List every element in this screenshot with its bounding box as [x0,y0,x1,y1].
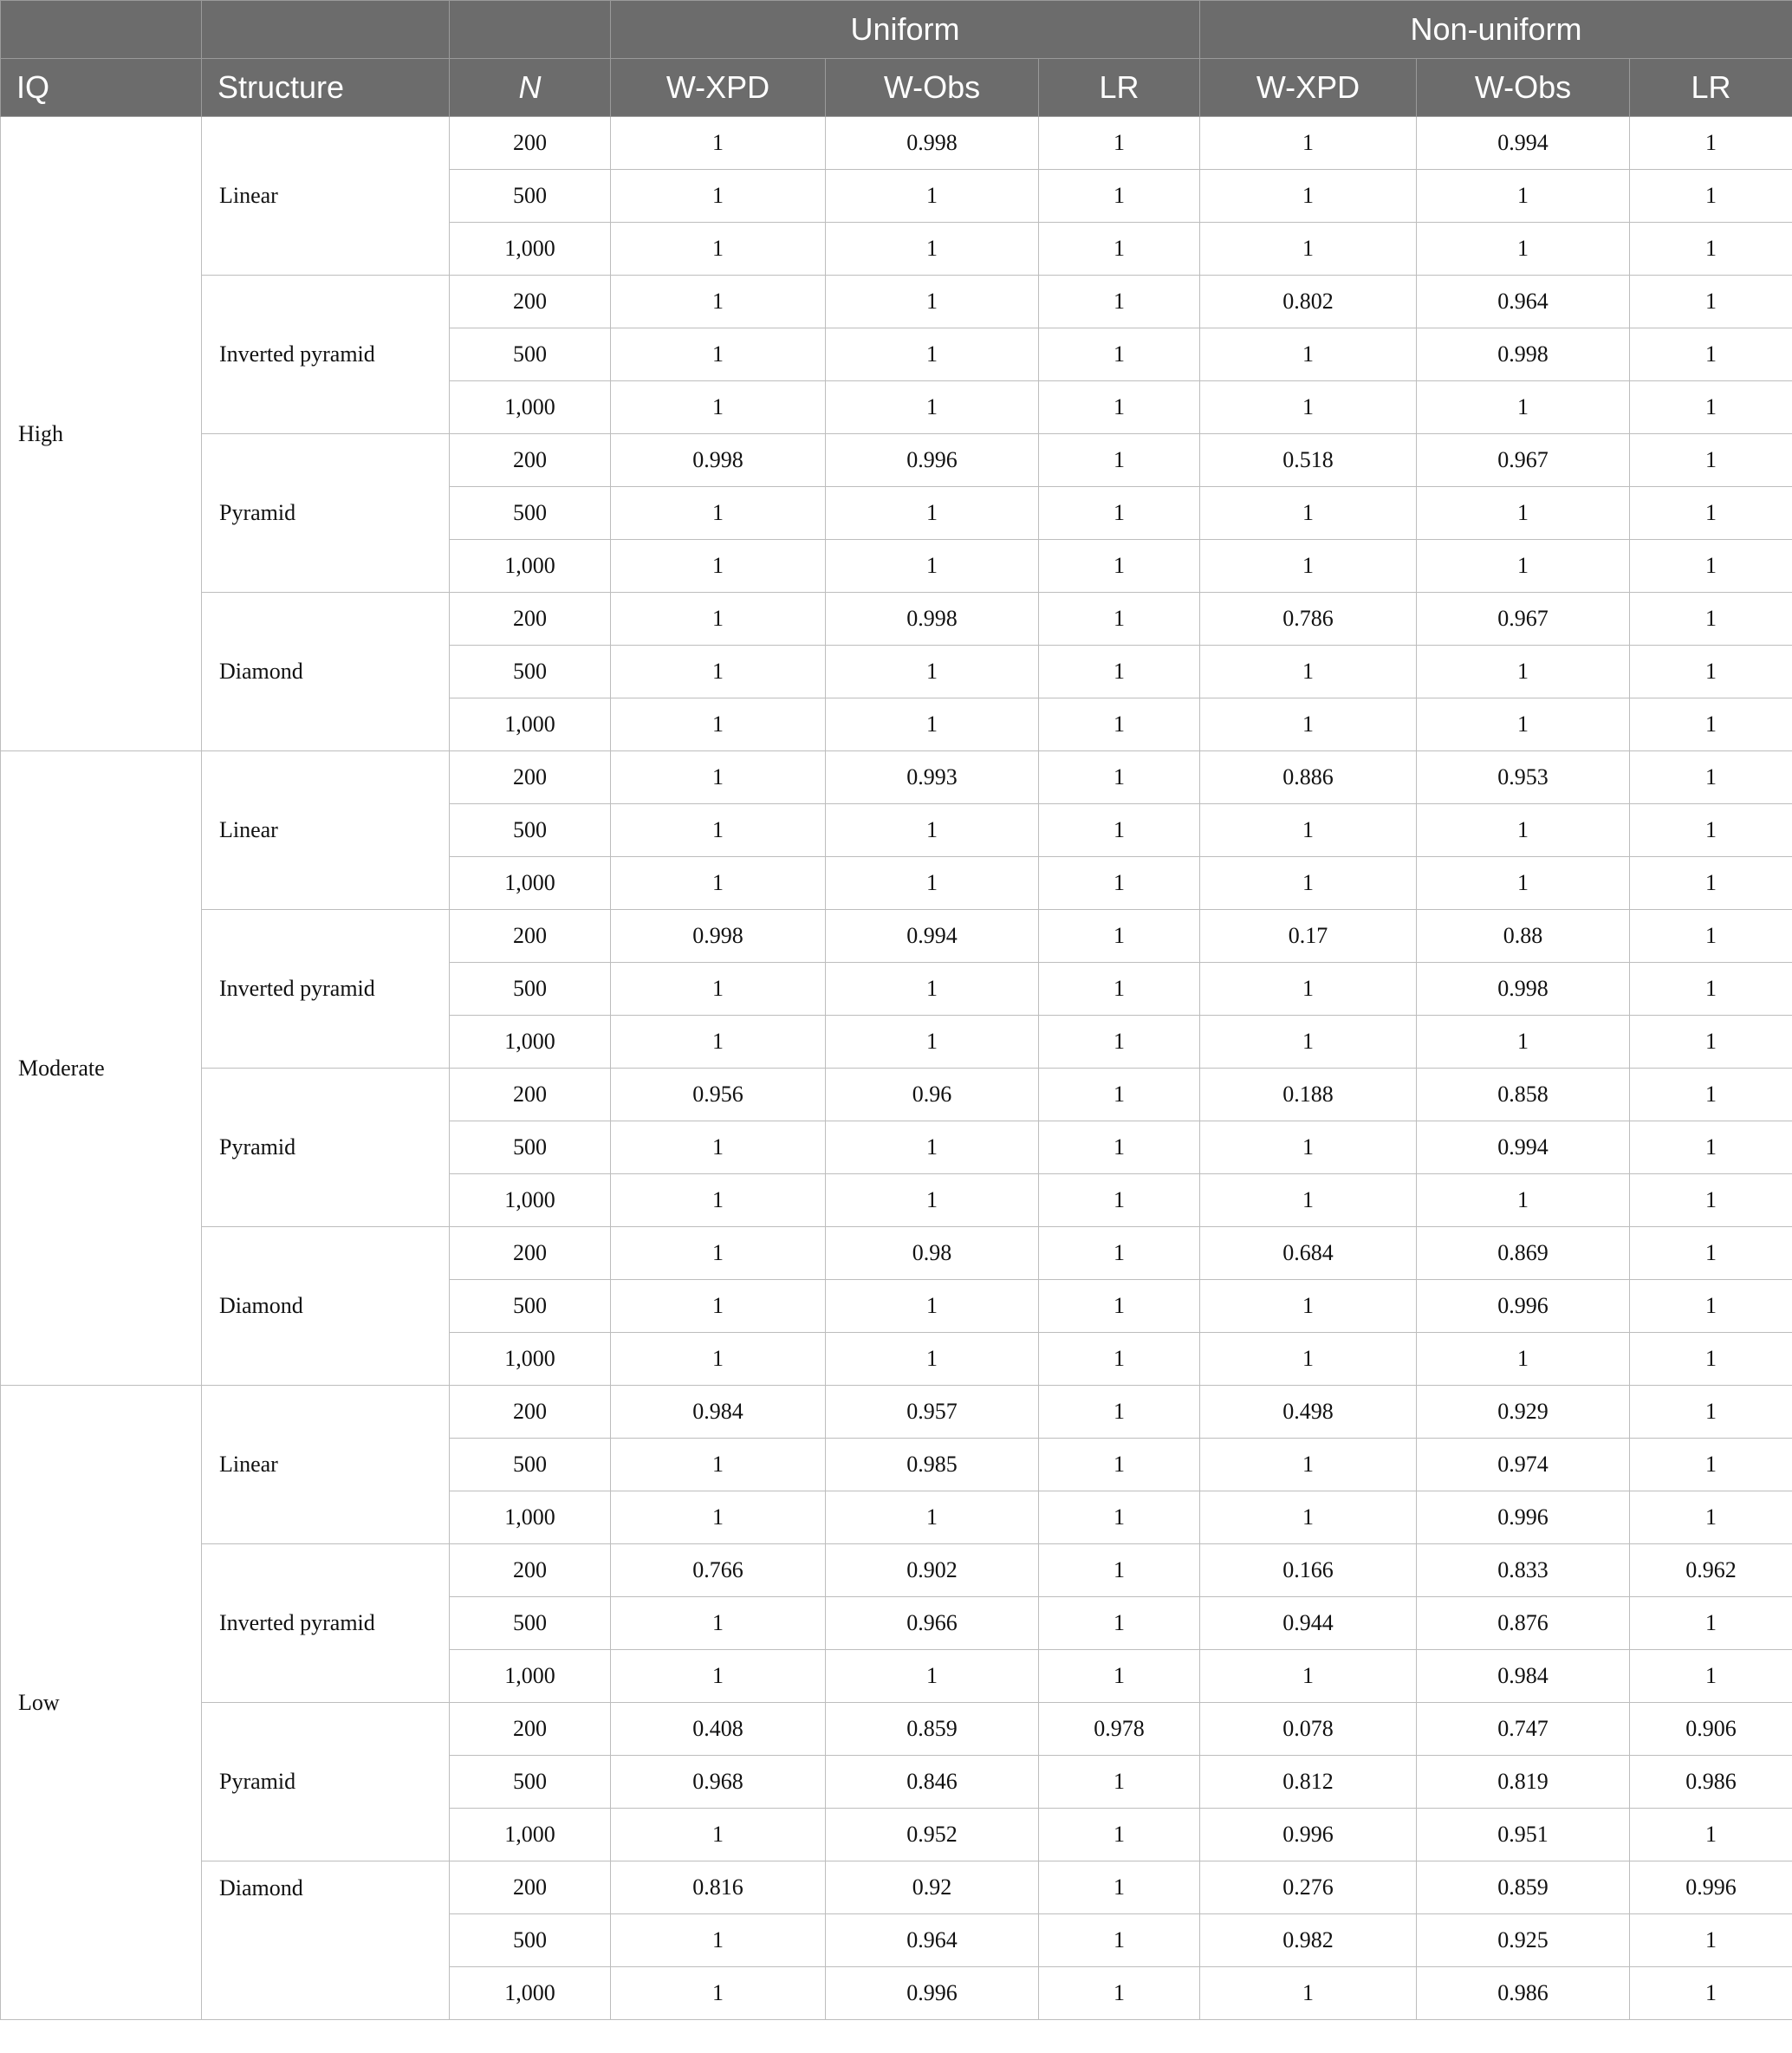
cell-uniform-lr: 1 [1039,1333,1200,1386]
cell-nonuniform-wxpd: 1 [1200,698,1417,751]
cell-nonuniform-wxpd: 1 [1200,117,1417,170]
cell-n: 1,000 [450,1650,611,1703]
cell-nonuniform-lr: 1 [1630,1650,1792,1703]
cell-nonuniform-wobs: 0.869 [1417,1227,1630,1280]
cell-uniform-wobs: 1 [826,170,1039,223]
cell-nonuniform-lr: 0.906 [1630,1703,1792,1756]
cell-uniform-lr: 1 [1039,1650,1200,1703]
cell-uniform-lr: 1 [1039,963,1200,1016]
cell-nonuniform-wobs: 1 [1417,1333,1630,1386]
cell-uniform-lr: 1 [1039,540,1200,593]
cell-nonuniform-wxpd: 1 [1200,1491,1417,1544]
cell-uniform-wobs: 1 [826,804,1039,857]
cell-uniform-wxpd: 1 [611,1333,826,1386]
cell-uniform-wobs: 0.993 [826,751,1039,804]
cell-uniform-lr: 1 [1039,223,1200,276]
table-row [1,1544,1792,1597]
cell-uniform-wxpd: 1 [611,1439,826,1491]
cell-nonuniform-lr: 1 [1630,1333,1792,1386]
cell-nonuniform-lr: 1 [1630,1386,1792,1439]
cell-structure: Inverted pyramid [202,910,450,1069]
cell-nonuniform-lr: 0.996 [1630,1861,1792,1914]
cell-nonuniform-lr: 0.962 [1630,1544,1792,1597]
cell-uniform-wxpd: 1 [611,1121,826,1174]
cell-nonuniform-wobs: 0.925 [1417,1914,1630,1967]
cell-nonuniform-wobs: 0.876 [1417,1597,1630,1650]
header-uniform-wxpd: W-XPD [611,59,826,117]
cell-nonuniform-wxpd: 1 [1200,1967,1417,2020]
cell-nonuniform-wxpd: 1 [1200,1333,1417,1386]
cell-n: 1,000 [450,1174,611,1227]
cell-structure: Inverted pyramid [202,276,450,434]
cell-uniform-wxpd: 1 [611,1016,826,1069]
cell-uniform-lr: 1 [1039,910,1200,963]
cell-nonuniform-lr: 1 [1630,328,1792,381]
cell-uniform-lr: 1 [1039,1069,1200,1121]
cell-nonuniform-wxpd: 1 [1200,540,1417,593]
cell-nonuniform-wobs: 0.929 [1417,1386,1630,1439]
cell-nonuniform-lr: 1 [1630,1914,1792,1967]
cell-uniform-wobs: 1 [826,646,1039,698]
table-row [1,1227,1792,1280]
cell-nonuniform-lr: 1 [1630,117,1792,170]
cell-nonuniform-lr: 1 [1630,170,1792,223]
cell-uniform-lr: 1 [1039,1227,1200,1280]
cell-nonuniform-wxpd: 1 [1200,1280,1417,1333]
header-uniform-wobs: W-Obs [826,59,1039,117]
cell-structure: Pyramid [202,1703,450,1861]
header-blank-n [450,1,611,59]
cell-n: 200 [450,117,611,170]
cell-n: 1,000 [450,698,611,751]
cell-uniform-wxpd: 1 [611,1597,826,1650]
cell-nonuniform-lr: 1 [1630,434,1792,487]
cell-nonuniform-wobs: 1 [1417,170,1630,223]
cell-nonuniform-wxpd: 1 [1200,1016,1417,1069]
cell-n: 1,000 [450,223,611,276]
cell-uniform-wobs: 0.952 [826,1809,1039,1861]
cell-structure: Pyramid [202,1069,450,1227]
cell-uniform-wxpd: 1 [611,540,826,593]
cell-uniform-wxpd: 0.766 [611,1544,826,1597]
cell-uniform-wxpd: 1 [611,381,826,434]
cell-nonuniform-wobs: 1 [1417,857,1630,910]
cell-nonuniform-wxpd: 0.812 [1200,1756,1417,1809]
cell-uniform-lr: 1 [1039,1914,1200,1967]
cell-n: 1,000 [450,1333,611,1386]
cell-n: 200 [450,276,611,328]
cell-nonuniform-wxpd: 1 [1200,963,1417,1016]
table-row [1,1861,1792,1914]
header-column-row [1,59,1792,117]
cell-nonuniform-wxpd: 0.188 [1200,1069,1417,1121]
cell-uniform-wxpd: 0.956 [611,1069,826,1121]
cell-uniform-wobs: 1 [826,857,1039,910]
cell-uniform-lr: 1 [1039,117,1200,170]
cell-nonuniform-wxpd: 1 [1200,487,1417,540]
cell-n: 500 [450,1280,611,1333]
cell-uniform-lr: 1 [1039,593,1200,646]
cell-nonuniform-wxpd: 1 [1200,804,1417,857]
cell-nonuniform-wxpd: 1 [1200,1650,1417,1703]
cell-nonuniform-lr: 1 [1630,646,1792,698]
table-header [1,1,1792,117]
cell-nonuniform-lr: 1 [1630,1967,1792,2020]
cell-structure: Inverted pyramid [202,1544,450,1703]
cell-nonuniform-lr: 1 [1630,540,1792,593]
cell-n: 200 [450,910,611,963]
cell-n: 500 [450,963,611,1016]
table-row [1,434,1792,487]
cell-nonuniform-wxpd: 1 [1200,1174,1417,1227]
cell-uniform-lr: 1 [1039,381,1200,434]
cell-nonuniform-wobs: 0.998 [1417,963,1630,1016]
cell-uniform-wxpd: 1 [611,698,826,751]
cell-uniform-lr: 1 [1039,857,1200,910]
cell-uniform-wxpd: 1 [611,1914,826,1967]
cell-nonuniform-wobs: 1 [1417,804,1630,857]
cell-n: 200 [450,1544,611,1597]
cell-uniform-wxpd: 1 [611,804,826,857]
cell-nonuniform-wobs: 0.967 [1417,593,1630,646]
cell-uniform-wobs: 1 [826,487,1039,540]
cell-uniform-wxpd: 1 [611,276,826,328]
cell-nonuniform-wobs: 1 [1417,487,1630,540]
cell-nonuniform-lr: 1 [1630,698,1792,751]
cell-uniform-wobs: 0.994 [826,910,1039,963]
cell-n: 200 [450,593,611,646]
table-row [1,1069,1792,1121]
cell-uniform-lr: 1 [1039,751,1200,804]
cell-nonuniform-wxpd: 0.996 [1200,1809,1417,1861]
cell-n: 500 [450,487,611,540]
cell-nonuniform-wobs: 0.996 [1417,1491,1630,1544]
cell-n: 1,000 [450,1016,611,1069]
cell-uniform-wxpd: 1 [611,487,826,540]
cell-uniform-wxpd: 1 [611,857,826,910]
cell-n: 500 [450,1756,611,1809]
cell-nonuniform-wobs: 0.994 [1417,1121,1630,1174]
cell-uniform-wxpd: 0.998 [611,910,826,963]
cell-uniform-wxpd: 1 [611,593,826,646]
table-row [1,593,1792,646]
cell-n: 500 [450,646,611,698]
cell-uniform-wxpd: 1 [611,646,826,698]
cell-uniform-wobs: 1 [826,276,1039,328]
table-row [1,1386,1792,1439]
cell-nonuniform-wxpd: 1 [1200,857,1417,910]
cell-nonuniform-wobs: 1 [1417,646,1630,698]
cell-nonuniform-lr: 1 [1630,804,1792,857]
cell-uniform-wxpd: 1 [611,1227,826,1280]
cell-uniform-wobs: 1 [826,1016,1039,1069]
cell-uniform-lr: 1 [1039,434,1200,487]
cell-uniform-lr: 1 [1039,170,1200,223]
cell-nonuniform-lr: 1 [1630,1280,1792,1333]
cell-uniform-wobs: 1 [826,540,1039,593]
cell-nonuniform-wxpd: 1 [1200,1439,1417,1491]
cell-nonuniform-wxpd: 0.518 [1200,434,1417,487]
cell-nonuniform-wxpd: 1 [1200,223,1417,276]
cell-nonuniform-wobs: 0.998 [1417,328,1630,381]
cell-uniform-wxpd: 0.816 [611,1861,826,1914]
cell-uniform-wxpd: 1 [611,963,826,1016]
cell-nonuniform-wobs: 0.858 [1417,1069,1630,1121]
cell-nonuniform-lr: 1 [1630,1491,1792,1544]
cell-uniform-wxpd: 1 [611,1174,826,1227]
cell-uniform-wobs: 0.92 [826,1861,1039,1914]
cell-uniform-wxpd: 1 [611,1650,826,1703]
cell-n: 200 [450,1861,611,1914]
cell-nonuniform-wobs: 0.974 [1417,1439,1630,1491]
header-iq: IQ [1,59,202,117]
cell-uniform-wobs: 0.859 [826,1703,1039,1756]
cell-nonuniform-wobs: 0.859 [1417,1861,1630,1914]
cell-structure: Linear [202,751,450,910]
cell-uniform-wxpd: 1 [611,1491,826,1544]
cell-n: 200 [450,1227,611,1280]
cell-nonuniform-lr: 1 [1630,751,1792,804]
cell-uniform-lr: 1 [1039,1439,1200,1491]
cell-uniform-wobs: 0.96 [826,1069,1039,1121]
cell-uniform-wxpd: 1 [611,751,826,804]
cell-nonuniform-lr: 1 [1630,593,1792,646]
cell-uniform-wobs: 0.996 [826,1967,1039,2020]
cell-nonuniform-wxpd: 0.982 [1200,1914,1417,1967]
cell-n: 200 [450,751,611,804]
cell-nonuniform-wxpd: 0.684 [1200,1227,1417,1280]
header-blank-structure [202,1,450,59]
cell-uniform-wobs: 0.902 [826,1544,1039,1597]
cell-n: 500 [450,1597,611,1650]
cell-n: 1,000 [450,381,611,434]
cell-uniform-lr: 1 [1039,1597,1200,1650]
cell-nonuniform-wobs: 0.994 [1417,117,1630,170]
cell-uniform-lr: 1 [1039,1016,1200,1069]
cell-n: 1,000 [450,1491,611,1544]
cell-uniform-wobs: 0.998 [826,593,1039,646]
cell-nonuniform-wobs: 0.819 [1417,1756,1630,1809]
cell-nonuniform-lr: 1 [1630,1174,1792,1227]
cell-n: 1,000 [450,540,611,593]
cell-structure: Diamond [202,1861,450,2020]
cell-uniform-lr: 0.978 [1039,1703,1200,1756]
cell-nonuniform-lr: 1 [1630,1121,1792,1174]
header-nonuniform-lr: LR [1630,59,1792,117]
cell-nonuniform-wobs: 0.88 [1417,910,1630,963]
header-nonuniform-wobs: W-Obs [1417,59,1630,117]
cell-uniform-wobs: 1 [826,1491,1039,1544]
cell-uniform-wxpd: 1 [611,117,826,170]
cell-nonuniform-lr: 1 [1630,1227,1792,1280]
cell-n: 1,000 [450,1967,611,2020]
cell-nonuniform-lr: 1 [1630,1069,1792,1121]
table-row [1,276,1792,328]
cell-structure: Diamond [202,593,450,751]
cell-iq: High [1,117,202,751]
cell-uniform-lr: 1 [1039,804,1200,857]
cell-nonuniform-wxpd: 1 [1200,646,1417,698]
cell-uniform-wobs: 1 [826,963,1039,1016]
cell-uniform-wobs: 1 [826,1121,1039,1174]
cell-nonuniform-wobs: 1 [1417,381,1630,434]
cell-nonuniform-wobs: 1 [1417,698,1630,751]
cell-nonuniform-wobs: 0.951 [1417,1809,1630,1861]
cell-n: 1,000 [450,857,611,910]
cell-nonuniform-wobs: 0.996 [1417,1280,1630,1333]
cell-nonuniform-lr: 1 [1630,1809,1792,1861]
cell-nonuniform-lr: 1 [1630,1439,1792,1491]
cell-n: 500 [450,1121,611,1174]
cell-nonuniform-wobs: 0.986 [1417,1967,1630,2020]
cell-uniform-wobs: 0.98 [826,1227,1039,1280]
cell-uniform-wxpd: 1 [611,1280,826,1333]
cell-uniform-wxpd: 0.998 [611,434,826,487]
cell-n: 500 [450,1914,611,1967]
table-row [1,117,1792,170]
cell-uniform-lr: 1 [1039,1121,1200,1174]
cell-n: 200 [450,1703,611,1756]
cell-structure: Pyramid [202,434,450,593]
cell-nonuniform-lr: 1 [1630,963,1792,1016]
cell-uniform-wobs: 1 [826,1333,1039,1386]
cell-uniform-wxpd: 1 [611,223,826,276]
header-structure: Structure [202,59,450,117]
cell-uniform-wobs: 0.964 [826,1914,1039,1967]
cell-uniform-lr: 1 [1039,487,1200,540]
cell-nonuniform-lr: 1 [1630,223,1792,276]
cell-n: 200 [450,1386,611,1439]
cell-uniform-wobs: 1 [826,328,1039,381]
cell-nonuniform-lr: 1 [1630,381,1792,434]
cell-nonuniform-wxpd: 0.944 [1200,1597,1417,1650]
cell-nonuniform-lr: 1 [1630,910,1792,963]
cell-nonuniform-wobs: 0.833 [1417,1544,1630,1597]
cell-structure: Diamond [202,1227,450,1386]
cell-uniform-lr: 1 [1039,1544,1200,1597]
cell-uniform-wobs: 1 [826,1280,1039,1333]
cell-nonuniform-wobs: 1 [1417,1016,1630,1069]
cell-uniform-wobs: 1 [826,1174,1039,1227]
cell-uniform-lr: 1 [1039,276,1200,328]
header-group-uniform: Uniform [611,1,1200,59]
cell-uniform-lr: 1 [1039,1386,1200,1439]
cell-nonuniform-wxpd: 0.276 [1200,1861,1417,1914]
cell-uniform-lr: 1 [1039,1280,1200,1333]
cell-nonuniform-lr: 1 [1630,857,1792,910]
header-nonuniform-wxpd: W-XPD [1200,59,1417,117]
cell-nonuniform-wobs: 0.747 [1417,1703,1630,1756]
cell-n: 500 [450,170,611,223]
cell-uniform-wobs: 1 [826,1650,1039,1703]
cell-nonuniform-lr: 1 [1630,1016,1792,1069]
cell-structure: Linear [202,1386,450,1544]
header-n: N [450,59,611,117]
cell-n: 200 [450,1069,611,1121]
cell-uniform-wxpd: 1 [611,1967,826,2020]
cell-n: 200 [450,434,611,487]
cell-uniform-lr: 1 [1039,1861,1200,1914]
cell-nonuniform-lr: 1 [1630,487,1792,540]
cell-uniform-wobs: 0.846 [826,1756,1039,1809]
cell-nonuniform-lr: 1 [1630,1597,1792,1650]
cell-nonuniform-wobs: 0.967 [1417,434,1630,487]
cell-nonuniform-wobs: 1 [1417,223,1630,276]
cell-uniform-wobs: 1 [826,223,1039,276]
cell-nonuniform-wxpd: 0.17 [1200,910,1417,963]
cell-uniform-wxpd: 1 [611,1809,826,1861]
cell-nonuniform-wxpd: 1 [1200,381,1417,434]
cell-nonuniform-wxpd: 1 [1200,328,1417,381]
cell-uniform-lr: 1 [1039,1809,1200,1861]
cell-nonuniform-wxpd: 0.166 [1200,1544,1417,1597]
cell-iq: Moderate [1,751,202,1386]
cell-nonuniform-lr: 1 [1630,276,1792,328]
cell-nonuniform-wxpd: 0.886 [1200,751,1417,804]
cell-n: 1,000 [450,1809,611,1861]
cell-uniform-wobs: 1 [826,381,1039,434]
cell-uniform-wobs: 0.996 [826,434,1039,487]
table-row [1,1703,1792,1756]
header-group-row [1,1,1792,59]
cell-uniform-lr: 1 [1039,646,1200,698]
cell-uniform-wxpd: 0.408 [611,1703,826,1756]
cell-uniform-lr: 1 [1039,698,1200,751]
cell-uniform-lr: 1 [1039,1174,1200,1227]
cell-n: 500 [450,804,611,857]
cell-uniform-lr: 1 [1039,1756,1200,1809]
header-blank-iq [1,1,202,59]
table-row [1,751,1792,804]
cell-nonuniform-wobs: 1 [1417,1174,1630,1227]
cell-structure: Linear [202,117,450,276]
header-uniform-lr: LR [1039,59,1200,117]
cell-nonuniform-wxpd: 0.078 [1200,1703,1417,1756]
cell-uniform-wxpd: 0.984 [611,1386,826,1439]
cell-nonuniform-wobs: 0.953 [1417,751,1630,804]
cell-uniform-wobs: 0.985 [826,1439,1039,1491]
cell-nonuniform-lr: 0.986 [1630,1756,1792,1809]
cell-nonuniform-wobs: 0.984 [1417,1650,1630,1703]
cell-uniform-wobs: 0.957 [826,1386,1039,1439]
table-row [1,910,1792,963]
cell-nonuniform-wxpd: 0.802 [1200,276,1417,328]
cell-uniform-wxpd: 1 [611,328,826,381]
cell-nonuniform-wxpd: 1 [1200,1121,1417,1174]
table-body [1,117,1792,2020]
cell-uniform-wxpd: 0.968 [611,1756,826,1809]
cell-uniform-lr: 1 [1039,1491,1200,1544]
cell-iq: Low [1,1386,202,2020]
cell-uniform-wxpd: 1 [611,170,826,223]
cell-uniform-wobs: 1 [826,698,1039,751]
cell-nonuniform-wobs: 0.964 [1417,276,1630,328]
cell-uniform-lr: 1 [1039,328,1200,381]
cell-uniform-wobs: 0.966 [826,1597,1039,1650]
cell-uniform-wobs: 0.998 [826,117,1039,170]
cell-nonuniform-wxpd: 0.498 [1200,1386,1417,1439]
cell-uniform-lr: 1 [1039,1967,1200,2020]
cell-nonuniform-wxpd: 1 [1200,170,1417,223]
cell-n: 500 [450,328,611,381]
header-group-nonuniform: Non-uniform [1200,1,1792,59]
cell-n: 500 [450,1439,611,1491]
cell-nonuniform-wobs: 1 [1417,540,1630,593]
cell-nonuniform-wxpd: 0.786 [1200,593,1417,646]
